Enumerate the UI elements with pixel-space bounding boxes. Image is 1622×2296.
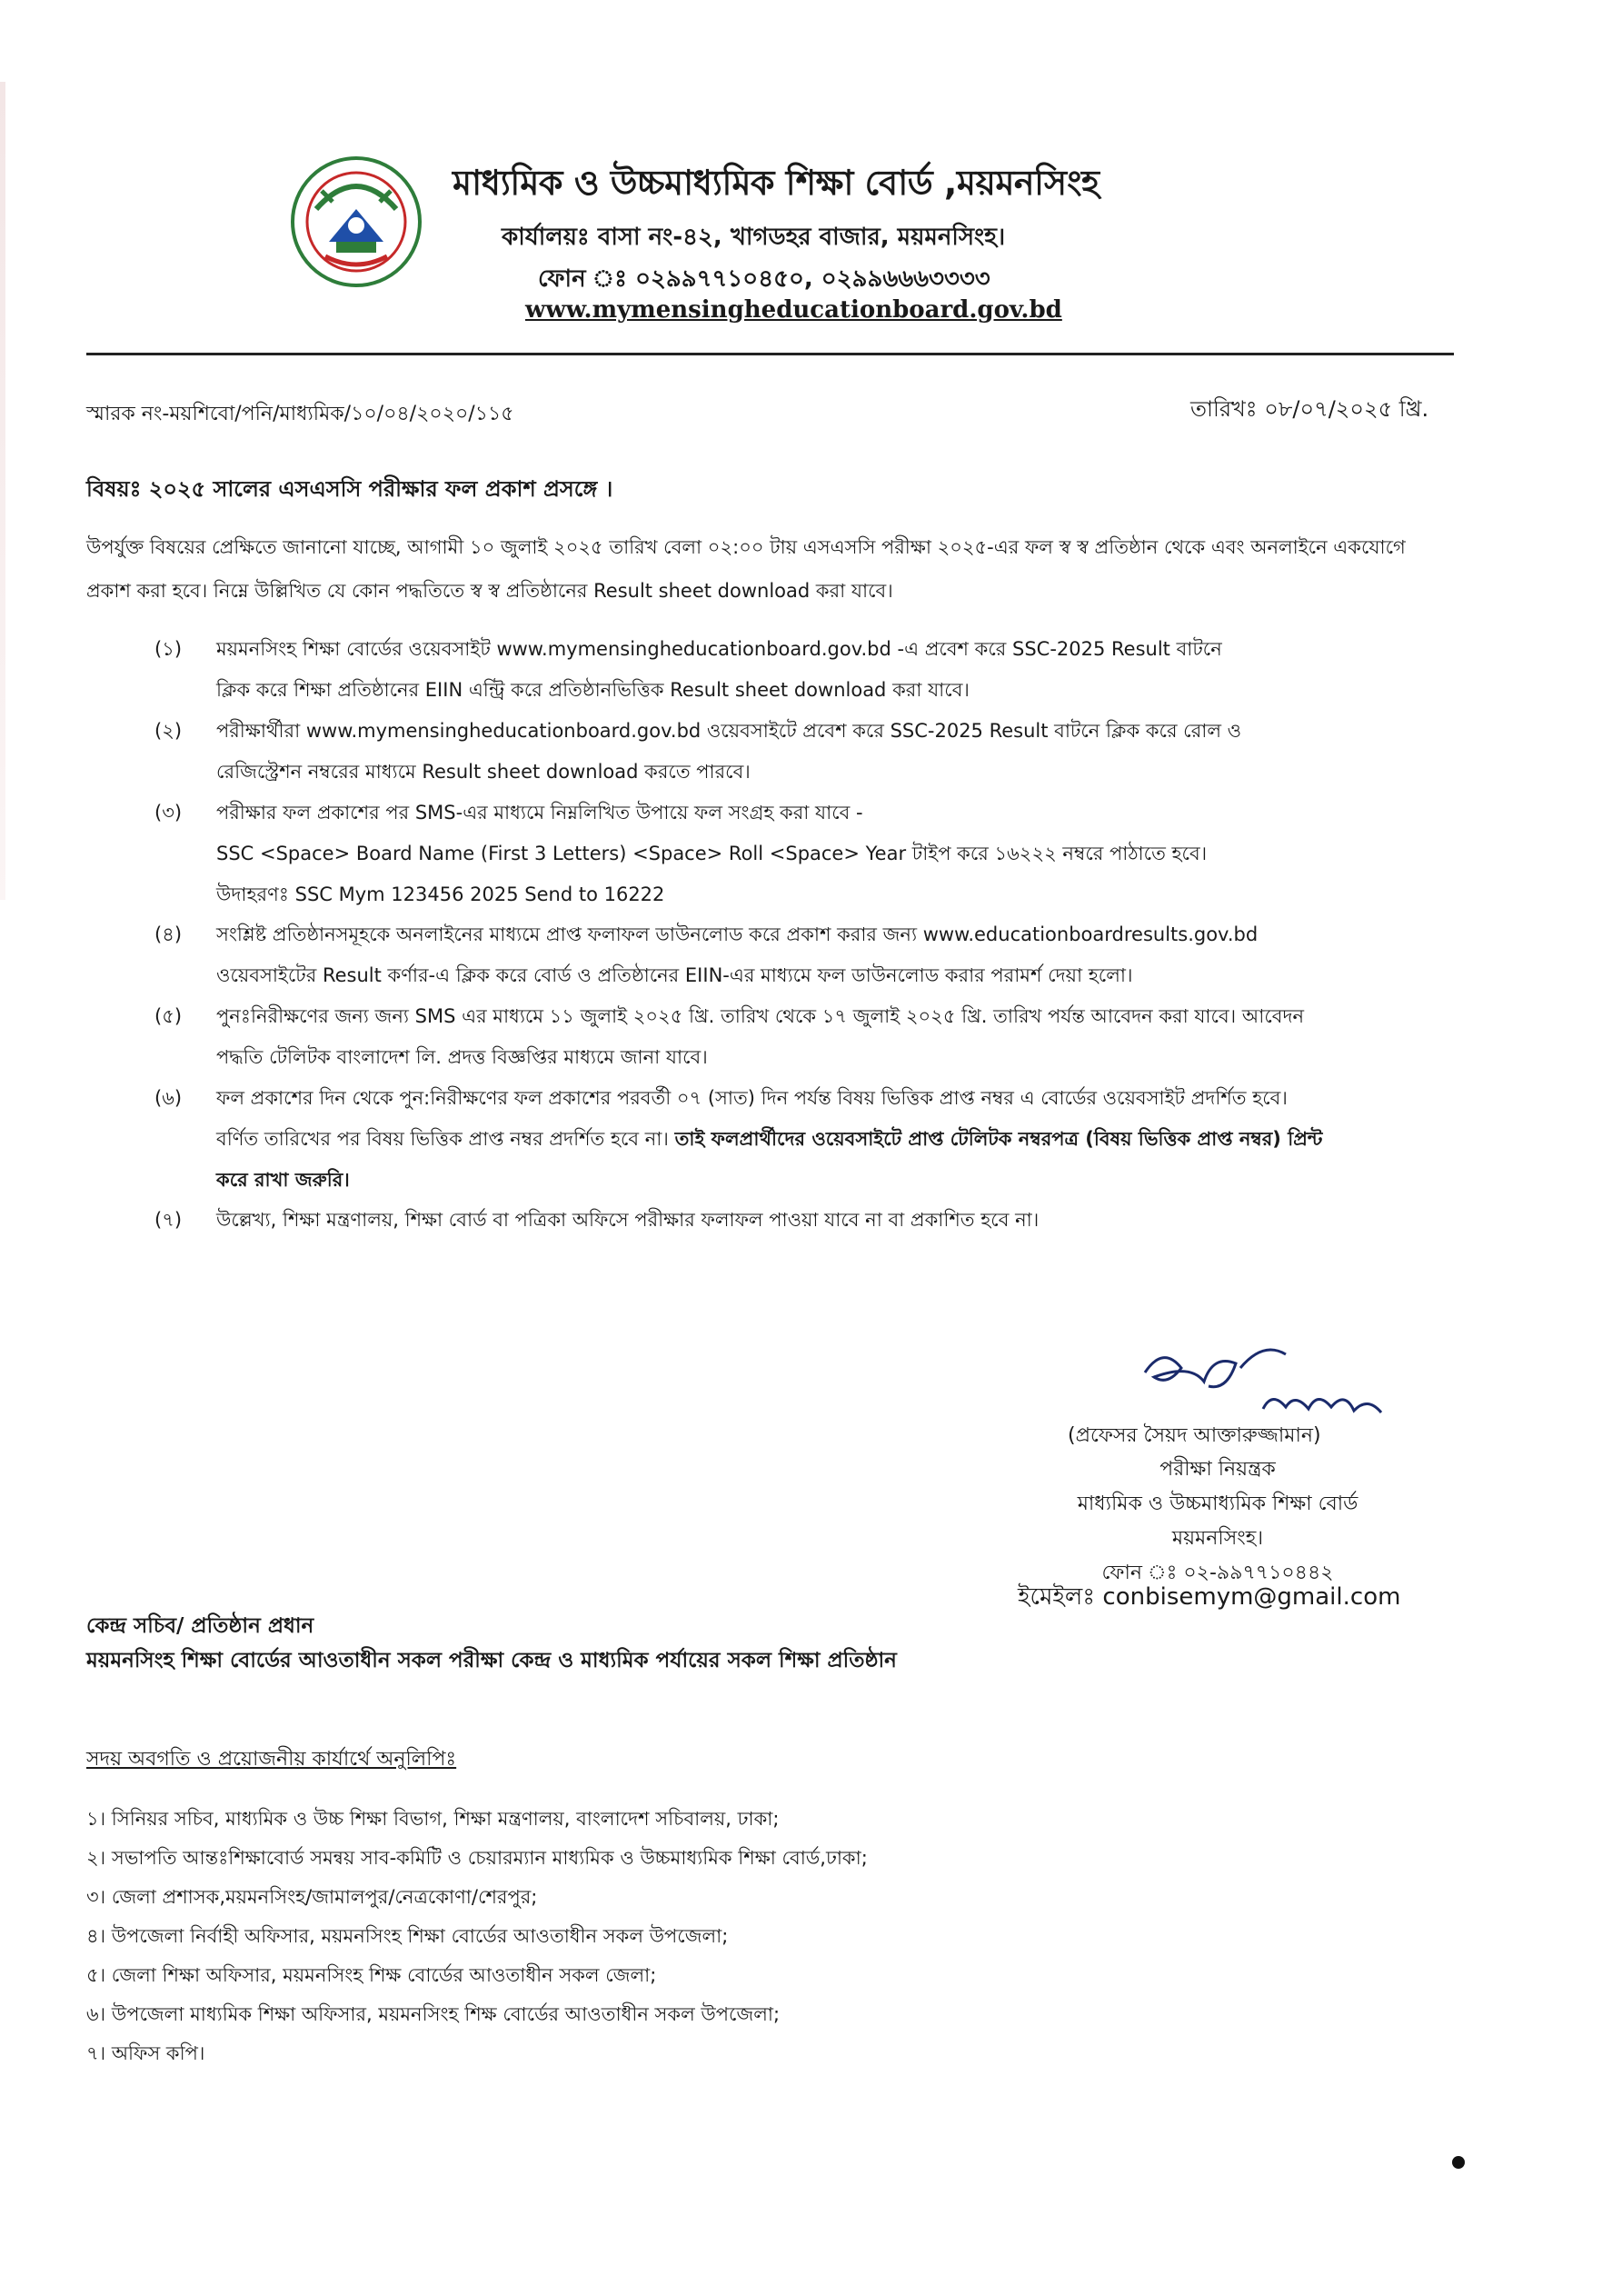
- memo-reference: স্মারক নং-ময়শিবো/পনি/মাধ্যমিক/১০/০৪/২০২০/১১৫: [86, 403, 514, 425]
- scan-edge-strip: [0, 82, 5, 900]
- item-line: SSC <Space> Board Name (First 3 Letters) <Space> Roll <Space> Year টাইপ করে ১৬২২২ নম্বরে পাঠাতে হবে।: [216, 843, 1208, 864]
- memo-date: তারিখঃ ০৮/০৭/২০২৫ খ্রি.: [1190, 396, 1429, 422]
- item-line: সংশ্লিষ্ট প্রতিষ্ঠানসমূহকে অনলাইনের মাধ্যমে প্রাপ্ত ফলাফল ডাউনলোড করে প্রকাশ করার জন্য www.educationboardresults.gov.bd: [216, 923, 1259, 945]
- copy-heading: সদয় অবগতি ও প্রয়োজনীয় কার্যার্থে অনুলিপিঃ: [86, 1748, 457, 1771]
- office-address: কার্যালয়ঃ বাসা নং-৪২, খাগডহর বাজার, ময়মনসিংহ।: [502, 224, 1006, 251]
- copy-list-item: ২। সভাপতি আন্তঃশিক্ষাবোর্ড সমন্বয় সাব-কমিটি ও চেয়ারম্যান মাধ্যমিক ও উচ্চমাধ্যমিক শিক্ষা বোর্ড,ঢাকা;: [86, 1847, 868, 1869]
- item-number: (৪): [154, 923, 183, 945]
- signatory-designation: পরীক্ষা নিয়ন্ত্রক: [1159, 1458, 1276, 1481]
- copy-list-item: ১। সিনিয়র সচিব, মাধ্যমিক ও উচ্চ শিক্ষা বিভাগ, শিক্ষা মন্ত্রণালয়, বাংলাদেশ সচিবালয়, ঢাকা;: [86, 1808, 780, 1830]
- recipient-title: কেন্দ্র সচিব/ প্রতিষ্ঠান প্রধান: [86, 1614, 314, 1638]
- signatory-board: মাধ্যমিক ও উচ্চমাধ্যমিক শিক্ষা বোর্ড: [1077, 1492, 1358, 1515]
- recipient-body: ময়মনসিংহ শিক্ষা বোর্ডের আওতাধীন সকল পরীক্ষা কেন্দ্র ও মাধ্যমিক পর্যায়ের সকল শিক্ষা প্রতিষ্ঠান: [86, 1649, 897, 1672]
- copy-list-item: ৪। উপজেলা নির্বাহী অফিসার, ময়মনসিংহ শিক্ষা বোর্ডের আওতাধীন সকল উপজেলা;: [86, 1925, 729, 1947]
- item-line: [216, 1119, 1461, 1160]
- item-number: (৩): [154, 802, 183, 824]
- copy-list-item: ৩। জেলা প্রশাসক,ময়মনসিংহ/জামালপুর/নেত্রকোণা/শেরপুর;: [86, 1886, 538, 1908]
- item-line: পরীক্ষার ফল প্রকাশের পর SMS-এর মাধ্যমে নিম্নলিখিত উপায়ে ফল সংগ্রহ করা যাবে -: [216, 802, 863, 824]
- item-line: ফল প্রকাশের দিন থেকে পুন:নিরীক্ষণের ফল প্রকাশের পরবর্তী ০৭ (সাত) দিন পর্যন্ত বিষয় ভিত্তিক প্রাপ্ত নম্বর এ বোর্ডের ওয়েবসাইট প্রদর্শিত হবে।: [216, 1087, 1288, 1109]
- signatory-phone: ফোন ঃ ০২-৯৯৭৭১০৪৪২: [1101, 1562, 1334, 1584]
- item-number: (৬): [154, 1087, 183, 1109]
- item-text: বর্ণিত তারিখের পর বিষয় ভিত্তিক প্রাপ্ত নম্বর প্রদর্শিত হবে না।: [216, 1128, 675, 1150]
- item-line: উদাহরণঃ SSC Mym 123456 2025 Send to 16222: [216, 883, 665, 905]
- signatory-city: ময়মনসিংহ।: [1171, 1527, 1264, 1550]
- signatory-details: [1027, 1452, 1408, 1591]
- copy-list: [86, 1800, 868, 2073]
- item-line: ময়মনসিংহ শিক্ষা বোর্ডের ওয়েবসাইট www.mymensingheducationboard.gov.bd -এ প্রবেশ করে SSC-2025 Result বাটনে: [216, 638, 1222, 660]
- item-line: উল্লেখ্য, শিক্ষা মন্ত্রণালয়, শিক্ষা বোর্ড বা পত্রিকা অফিসে পরীক্ষার ফলাফল পাওয়া যাবে না বা প্রকাশিত হবে না।: [216, 1209, 1040, 1231]
- item-number: (১): [154, 638, 183, 660]
- item-number: (৫): [154, 1005, 183, 1027]
- item-number: (৭): [154, 1209, 183, 1231]
- signatory-name: (প্রফেসর সৈয়দ আক্তারুজ্জামান): [1068, 1424, 1321, 1447]
- subject-line: বিষয়ঃ ২০২৫ সালের এসএসসি পরীক্ষার ফল প্রকাশ প্রসঙ্গে ।: [86, 476, 613, 502]
- ink-dot: [1452, 2156, 1465, 2169]
- signatory-email: ইমেইলঃ conbisemym@gmail.com: [1018, 1583, 1401, 1611]
- item-line: পুনঃনিরীক্ষণের জন্য জন্য SMS এর মাধ্যমে ১১ জুলাই ২০২৫ খ্রি. তারিখ থেকে ১৭ জুলাই ২০২৫ খ্রি. তারিখ পর্যন্ত আবেদন করা যাবে। আবেদন: [216, 1005, 1305, 1027]
- board-logo-icon: [289, 155, 423, 289]
- item-emphasis: করে রাখা জরুরি।: [216, 1169, 350, 1191]
- copy-list-item: ৫। জেলা শিক্ষা অফিসার, ময়মনসিংহ শিক্ষ বোর্ডের আওতাধীন সকল জেলা;: [86, 1964, 657, 1986]
- item-emphasis: তাই ফলপ্রার্থীদের ওয়েবসাইটে প্রাপ্ত টেলিটক নম্বরপত্র (বিষয় ভিত্তিক প্রাপ্ত নম্বর) প্রিন্ট: [674, 1128, 1323, 1150]
- intro-paragraph: উপর্যুক্ত বিষয়ের প্রেক্ষিতে জানানো যাচ্ছে, আগামী ১০ জুলাই ২০২৫ তারিখ বেলা ০২:০০ টায় এসএসসি পরীক্ষা ২০২৫-এর ফল স্ব স্ব প্রতিষ্ঠান থেকে এবং অনলাইনে একযোগে প্রকাশ করা হবে। নিম্নে উল্লিখিত যে কোন পদ্ধতিতে স্ব স্ব প্রতিষ্ঠানের Result sheet download করা যাবে।: [86, 536, 1406, 602]
- copy-list-item: ৭। অফিস কপি।: [86, 2042, 205, 2064]
- header-divider: [86, 353, 1454, 355]
- board-name: মাধ্যমিক ও উচ্চমাধ্যমিক শিক্ষা বোর্ড ,ময়মনসিংহ: [453, 163, 1100, 203]
- item-line: ক্লিক করে শিক্ষা প্রতিষ্ঠানের EIIN এন্ট্রি করে প্রতিষ্ঠানভিত্তিক Result sheet download করা যাবে।: [216, 679, 970, 701]
- item-line: পদ্ধতি টেলিটক বাংলাদেশ লি. প্রদত্ত বিজ্ঞপ্তির মাধ্যমে জানা যাবে।: [216, 1046, 708, 1068]
- copy-list-item: ৬। উপজেলা মাধ্যমিক শিক্ষা অফিসার, ময়মনসিংহ শিক্ষ বোর্ডের আওতাধীন সকল উপজেলা;: [86, 2003, 781, 2025]
- office-phone: ফোন ঃ ০২৯৯৭৭১০৪৫০, ০২৯৯৬৬৬৩৩৩৩: [538, 265, 990, 293]
- item-line: রেজিস্ট্রেশন নম্বরের মাধ্যমে Result sheet download করতে পারবে।: [216, 761, 751, 783]
- item-number: (২): [154, 720, 183, 742]
- website-link[interactable]: www.mymensingheducationboard.gov.bd: [525, 296, 1062, 324]
- item-line: পরীক্ষার্থীরা www.mymensingheducationboard.gov.bd ওয়েবসাইটে প্রবেশ করে SSC-2025 Result বাটনে ক্লিক করে রোল ও: [216, 720, 1242, 742]
- item-line: ওয়েবসাইটের Result কর্ণার-এ ক্লিক করে বোর্ড ও প্রতিষ্ঠানের EIIN-এর মাধ্যমে ফল ডাউনলোড করার পরামর্শ দেয়া হলো।: [216, 964, 1133, 986]
